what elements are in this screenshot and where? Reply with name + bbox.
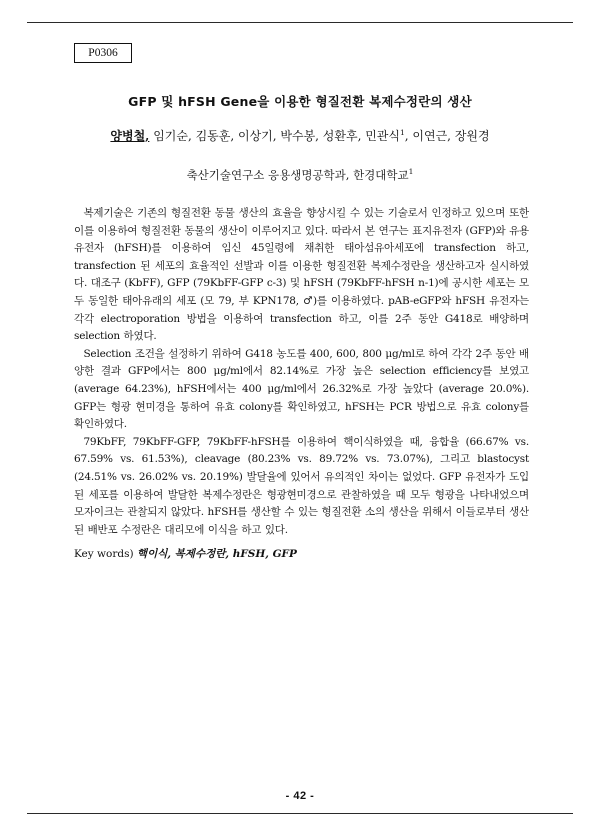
bottom-border-line <box>27 813 573 814</box>
page-number: - 42 - <box>285 790 315 802</box>
co-authors-continued: , 이연근, 장원경 <box>404 129 490 143</box>
lead-author: 양병철, <box>110 129 150 143</box>
abstract-paragraph-1: 복제기술은 기존의 형질전환 동물 생산의 효율을 향상시킬 수 있는 기술로서 인정하고 있으며 또한 이를 이용하여 형질전환 동물의 생산이 이루어지고 있다. 따라서 본 연구는 표지유전자 (GFP)와 유용유전자 (hFSH)를 이용하여 임신 45일령에 채취한 태아섬유아세포에 transfection 하고, transfection 된 세포의 효율적인 선발과 이를 이용한 형질전환 복제수정란을 생산하고자 실시하였다. 대조구 (KbFF), GFP (79KbFF-GFP c-3) 및 hFSH (79KbFF-hFSH n-1)에 공시한 세포는 모두 동일한 태아유래의 세포 (모 79, 부 KPN178, ♂)를 이용하였다. pAB-eGFP와 hFSH 유전자는 각각 electroporation 방법을 이용하여 transfection 하고, 이를 2주 동안 G418로 배양하며 selection 하였다. <box>74 207 529 343</box>
abstract-paragraph-2: Selection 조건을 설정하기 위하여 G418 농도를 400, 600, 800 μg/ml로 하여 각각 2주 동안 배양한 결과 GFP에서는 800 μg/ml에서 82.14%로 가장 높은 selection efficiency를 보였고 (average 64.23%), hFSH에서는 400 μg/ml에서 26.32%로 가장 높았다 (average 20.0%). GFP는 형광 현미경을 통하여 유효 colony를 확인하였고, hFSH는 PCR 방법으로 유효 colony를 확인하였다. <box>74 347 529 431</box>
keywords-line <box>74 546 529 563</box>
affiliation <box>0 166 600 184</box>
keywords-terms: 핵이식, 복제수정란, hFSH, GFP <box>136 548 297 560</box>
top-border-line <box>27 22 573 23</box>
paper-id-box: P0306 <box>74 43 132 63</box>
abstract-paragraph-3: 79KbFF, 79KbFF-GFP, 79KbFF-hFSH를 이용하여 핵이식하였을 때, 융합율 (66.67% vs. 67.59% vs. 61.53%), cleavage (80.23% vs. 89.72% vs. 73.07%), 그리고 blastocyst (24.51% vs. 26.02% vs. 20.19%) 발달율에 있어서 유의적인 차이는 없었다. GFP 유전자가 도입된 세포를 이용하여 발달한 복제수정란은 형광현미경으로 관찰하였을 때 모두 형광을 나타내었으며 모자이크는 관찰되지 않았다. hFSH를 생산할 수 있는 형질전환 소의 생산을 위해서 이들로부터 생산된 배반포 수정란은 대리모에 이식을 하고 있다. <box>74 435 529 536</box>
abstract-body <box>74 205 529 539</box>
co-authors: 임기순, 김동훈, 이상기, 박수봉, 성환후, 민관식 <box>149 129 400 143</box>
affiliation-mark: 1 <box>408 167 414 176</box>
author-list <box>0 127 600 145</box>
author-affiliation-mark: 1 <box>400 128 405 137</box>
keywords-label: Key words) <box>74 548 137 560</box>
affiliation-text: 축산기술연구소 응용생명공학과, 한경대학교 <box>186 168 409 182</box>
paper-title: GFP 및 hFSH Gene을 이용한 형질전환 복제수정란의 생산 <box>128 94 472 109</box>
